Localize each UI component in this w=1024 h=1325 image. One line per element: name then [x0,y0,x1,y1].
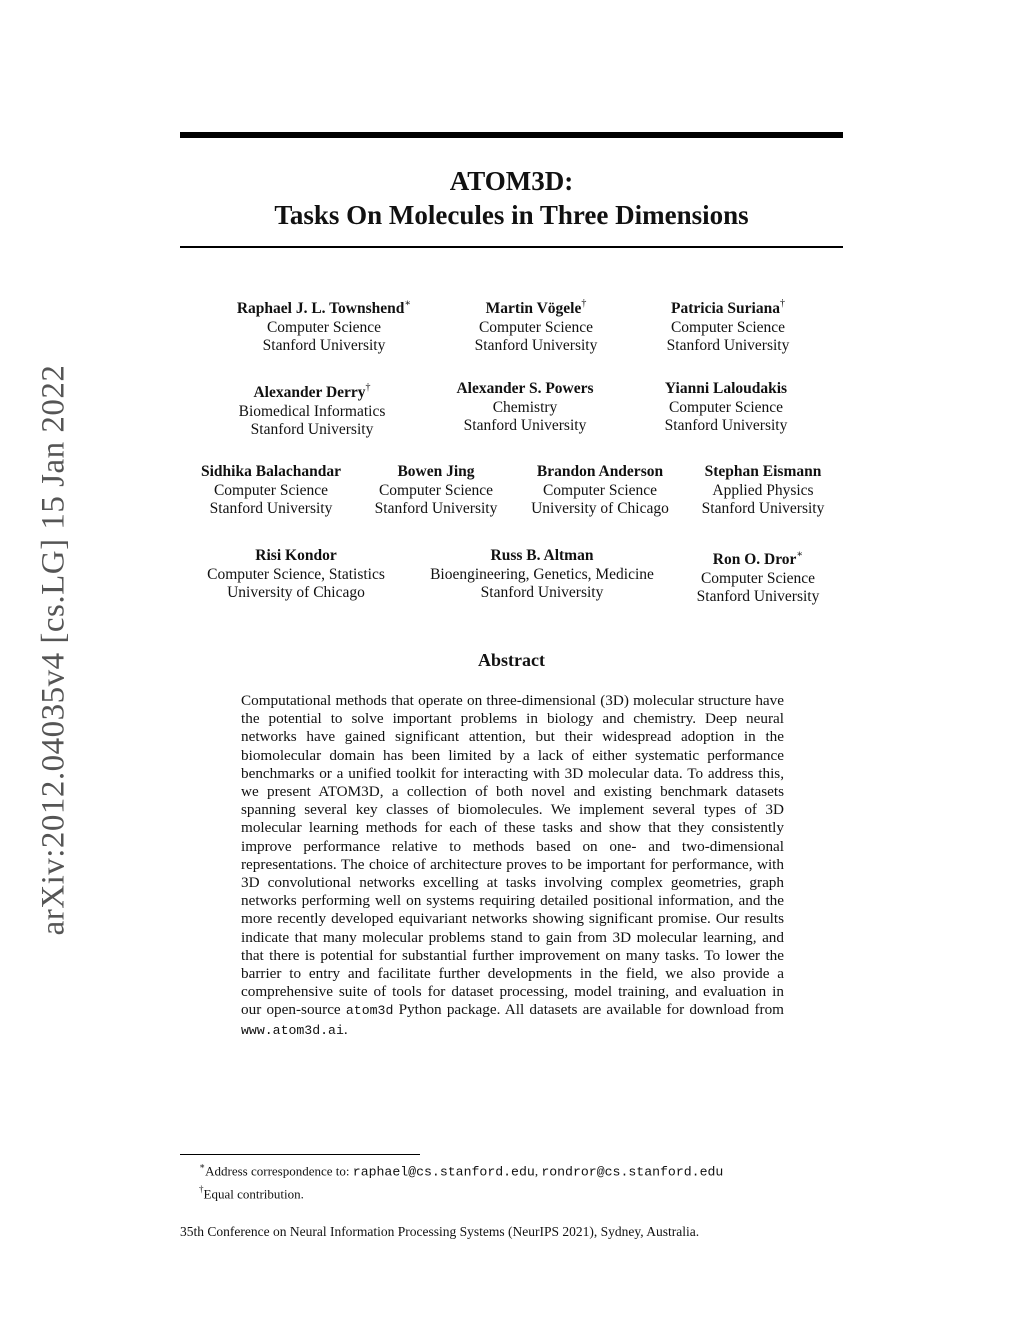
author-name: Yianni Laloudakis [664,380,788,397]
author-inst: Stanford University [374,500,498,517]
author-block [430,547,654,603]
author-name: Russ B. Altman [490,547,594,564]
author-name: Patricia Suriana [671,300,780,318]
author-dept: Computer Science [213,481,329,499]
abstract-heading: Abstract [478,650,545,670]
dataset-url-link[interactable]: www.atom3d.ai [241,1022,344,1038]
title-top-rule [180,132,843,138]
author-dept: Computer Science [478,318,594,336]
abstract-text: Computational methods that operate on three-dimensional (3D) molecular structure have the potential to solve important problems in biology and chemistry. Deep neural networks have gained significant attention, but their widespread adoption in the biomolecular domain has been limited by a lack of either systematic performance benchmarks or a unified toolkit for interacting with 3D molecular data. To address this, we present ATOM3D, a collection of both novel and existing benchmark datasets spanning several key classes of biomolecules. We implement several types of 3D molecular learning methods for each of these tasks and show that they consistently improve performance relative to methods based on one- and two-dimensional representations. The choice of architecture proves to be important for performance, with 3D convolutional networks excelling at tasks involving complex geometries, graph networks performing well on systems requiring detailed positional information, and the more recently developed equivariant networks showing significant promise. Our results indicate that many molecular problems stand to gain from 3D molecular learning, and that there is potential for substantial further improvement on many tasks. To lower the barrier to entry and facilitate further developments in the field, we also provide a comprehensive suite of tools for dataset processing, model training, and evaluation in our open-source [241,692,784,1019]
author-dept: Computer Science [670,318,786,336]
author-inst: Stanford University [701,500,825,517]
footnote-mark: ∗ [199,1161,206,1171]
author-inst: Stanford University [696,588,820,606]
footnote-text: Address correspondence to: [205,1163,353,1179]
author-dept: Computer Science [668,398,784,416]
title-line-2: Tasks On Molecules in Three Dimensions [274,200,749,230]
author-name: Risi Kondor [255,547,337,564]
author-name: Martin Vögele [485,300,582,318]
author-block [665,380,788,436]
footnote-equal [199,1181,723,1203]
author-inst: Stanford University [664,417,788,434]
author-dept: Chemistry [492,398,558,416]
footnotes [199,1158,723,1204]
author-name: Stephan Eismann [704,463,822,480]
email-link[interactable]: raphael@cs.stanford.edu [352,1164,535,1180]
author-mark: ∗ [404,298,412,309]
author-inst: Stanford University [250,421,374,439]
author-block [702,463,825,519]
author-inst: University of Chicago [227,584,365,601]
author-mark: † [779,298,785,309]
author-name: Sidhika Balachandar [201,463,341,480]
abstract-end: . [343,1020,348,1038]
author-dept: Computer Science, Statistics [207,565,385,583]
footnote-correspondence [199,1158,723,1181]
author-inst: Stanford University [209,500,333,517]
author-name: Raphael J. L. Townshend [236,300,405,318]
author-block [456,380,593,436]
author-block [667,296,790,356]
author-block [207,547,385,603]
author-name: Brandon Anderson [536,463,664,480]
author-inst: Stanford University [262,337,386,355]
footnote-separator: , [534,1163,542,1179]
title-line-1: ATOM3D: [449,166,574,196]
author-dept: Bioengineering, Genetics, Medicine [430,565,654,583]
author-dept: Computer Science [542,481,658,499]
abstract-body [241,692,784,1040]
title-bottom-rule [180,246,843,248]
author-mark: † [365,382,371,393]
author-dept: Biomedical Informatics [238,402,386,420]
author-name: Alexander Derry [253,384,366,402]
author-block [531,463,669,519]
author-block [697,547,820,607]
footnote-text: Equal contribution. [203,1186,304,1202]
author-mark: † [581,298,587,309]
author-dept: Applied Physics [712,481,814,499]
author-dept: Computer Science [266,318,382,336]
author-inst: University of Chicago [531,500,669,517]
author-inst: Stanford University [463,417,587,434]
author-mark: ∗ [796,549,804,560]
author-inst: Stanford University [474,337,598,355]
footnote-mark: † [199,1184,204,1195]
author-dept: Computer Science [378,481,494,499]
author-dept: Computer Science [700,569,816,587]
author-name: Ron O. Dror [712,551,797,569]
author-name: Bowen Jing [397,463,475,480]
paper-title [180,164,843,232]
package-name: atom3d [345,1003,394,1019]
author-block [375,463,498,519]
abstract-text-continued: Python package. All datasets are available for download from [393,1001,784,1019]
author-block [239,380,386,440]
footnote-rule [180,1154,420,1155]
arxiv-stamp: arXiv:2012.04035v4 [cs.LG] 15 Jan 2022 [35,364,72,936]
author-inst: Stanford University [666,337,790,355]
author-name: Alexander S. Powers [456,380,594,397]
author-block [475,296,598,356]
author-block [201,463,341,519]
email-link[interactable]: rondror@cs.stanford.edu [541,1164,724,1180]
author-block [237,296,411,356]
author-inst: Stanford University [480,584,604,601]
conference-note: 35th Conference on Neural Information Processing Systems (NeurIPS 2021), Sydney, Australia. [180,1224,700,1239]
